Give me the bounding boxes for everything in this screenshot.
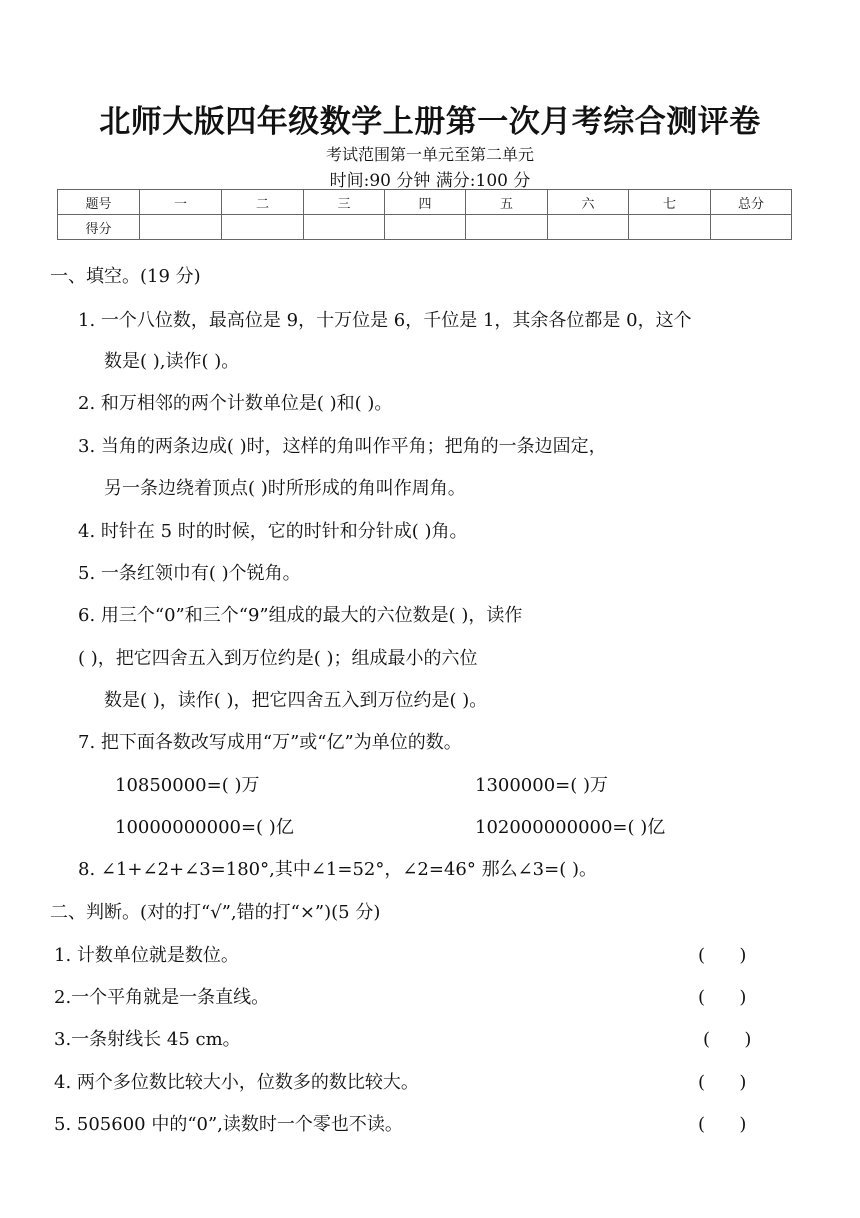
answer-paren: ( ) xyxy=(698,1072,747,1093)
conversion-item: 10000000000=( )亿 xyxy=(115,817,294,838)
section2-heading: 二、判断。(对的打“√”,错的打“×”)(5 分) xyxy=(50,902,381,923)
answer-paren: ( ) xyxy=(703,1029,752,1050)
score-cell xyxy=(548,215,629,240)
header-cell: 题号 xyxy=(58,190,140,215)
judge-item-5: 5. 505600 中的“0”,读数时一个零也不读。 xyxy=(54,1114,403,1135)
question-1-line-2: 数是( ),读作( )。 xyxy=(104,351,240,372)
judge-item-1: 1. 计数单位就是数位。 xyxy=(54,945,239,966)
header-cell: 一 xyxy=(140,190,222,215)
question-6-line-3: 数是( )，读作( )，把它四舍五入到万位约是( )。 xyxy=(104,690,488,711)
question-6-line-1: 6. 用三个“0”和三个“9”组成的最大的六位数是( )，读作 xyxy=(78,605,523,626)
header-cell: 三 xyxy=(304,190,385,215)
section1-heading: 一、填空。(19 分) xyxy=(50,266,201,287)
conversion-item: 102000000000=( )亿 xyxy=(475,817,666,838)
score-table-header-row xyxy=(58,190,792,215)
judge-item-3: 3.一条射线长 45 cm。 xyxy=(54,1029,241,1050)
question-8: 8. ∠1+∠2+∠3=180°,其中∠1=52°，∠2=46° 那么∠3=( )。 xyxy=(78,859,597,880)
exam-time-score: 时间:90 分钟 满分:100 分 xyxy=(329,171,531,191)
header-cell: 六 xyxy=(548,190,629,215)
score-cell xyxy=(385,215,466,240)
question-3-line-2: 另一条边绕着顶点( )时所形成的角叫作周角。 xyxy=(104,478,466,499)
answer-paren: ( ) xyxy=(698,945,747,966)
score-cell xyxy=(466,215,548,240)
exam-scope: 考试范围第一单元至第二单元 xyxy=(325,145,534,164)
header-cell: 总分 xyxy=(711,190,792,215)
score-table-score-row xyxy=(58,215,792,240)
judge-item-2: 2.一个平角就是一条直线。 xyxy=(54,987,270,1008)
score-cell xyxy=(222,215,304,240)
score-cell xyxy=(711,215,792,240)
conversion-item: 1300000=( )万 xyxy=(475,775,609,796)
score-cell xyxy=(304,215,385,240)
score-table xyxy=(57,189,792,240)
question-3-line-1: 3. 当角的两条边成( )时，这样的角叫作平角；把角的一条边固定， xyxy=(78,436,607,457)
header-cell: 五 xyxy=(466,190,548,215)
question-4: 4. 时针在 5 时的时候，它的时针和分针成( )角。 xyxy=(78,521,468,542)
header-cell: 七 xyxy=(629,190,711,215)
exam-title: 北师大版四年级数学上册第一次月考综合测评卷 xyxy=(99,104,761,140)
question-5: 5. 一条红领巾有( )个锐角。 xyxy=(78,563,301,584)
answer-paren: ( ) xyxy=(698,987,747,1008)
answer-paren: ( ) xyxy=(698,1114,747,1135)
score-cell xyxy=(140,215,222,240)
question-2: 2. 和万相邻的两个计数单位是( )和( )。 xyxy=(78,393,393,414)
question-7: 7. 把下面各数改写成用“万”或“亿”为单位的数。 xyxy=(78,732,462,753)
question-1-line-1: 1. 一个八位数，最高位是 9，十万位是 6，千位是 1，其余各位都是 0，这个 xyxy=(78,310,692,331)
judge-item-4: 4. 两个多位数比较大小，位数多的数比较大。 xyxy=(54,1072,419,1093)
header-cell: 四 xyxy=(385,190,466,215)
conversion-item: 10850000=( )万 xyxy=(115,775,260,796)
score-cell xyxy=(629,215,711,240)
header-cell: 二 xyxy=(222,190,304,215)
row-label-cell: 得分 xyxy=(58,215,140,240)
question-6-line-2: ( )，把它四舍五入到万位约是( )；组成最小的六位 xyxy=(78,648,478,669)
